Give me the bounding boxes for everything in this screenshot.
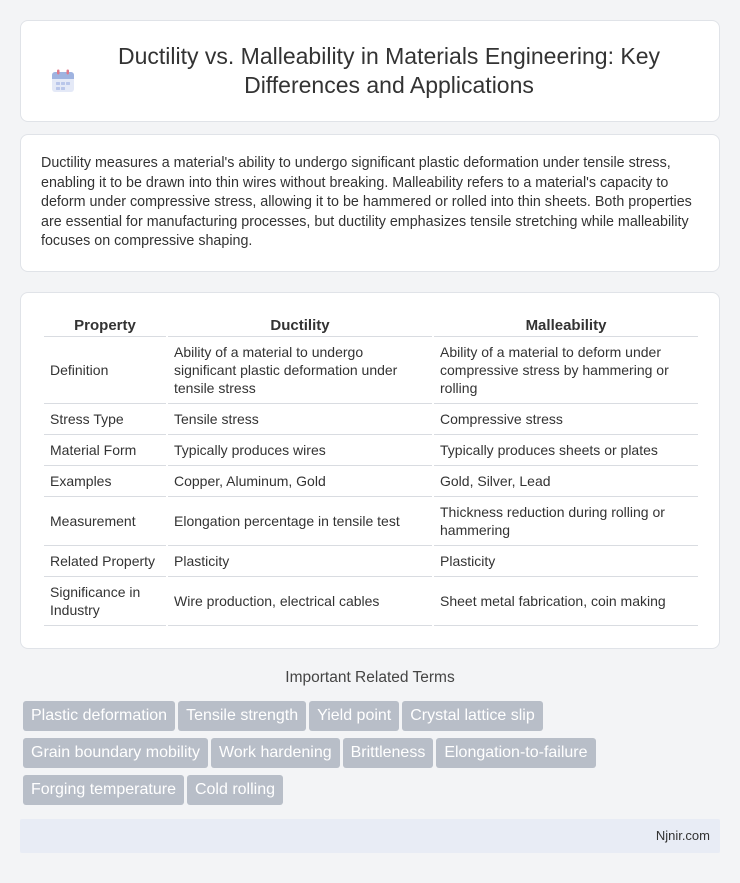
related-terms-title: Important Related Terms — [285, 669, 455, 686]
table-cell: Typically produces wires — [168, 435, 432, 466]
tag-crystal-lattice-slip[interactable]: Crystal lattice slip — [402, 701, 542, 731]
tag-tensile-strength[interactable]: Tensile strength — [178, 701, 306, 731]
footer-site-name[interactable]: Njnir.com — [655, 828, 710, 843]
table-cell: Significance in Industry — [44, 577, 166, 626]
tag-elongation-to-failure[interactable]: Elongation-to-failure — [436, 738, 595, 768]
table-row — [44, 404, 698, 435]
table-row — [44, 466, 698, 497]
table-row — [44, 435, 698, 466]
table-row — [44, 546, 698, 577]
table-cell: Tensile stress — [168, 404, 432, 435]
table-cell: Ability of a material to undergo significant plastic deformation under tensile stress — [168, 337, 432, 404]
header-ductility: Ductility — [168, 313, 432, 337]
table-cell: Definition — [44, 337, 166, 404]
tag-grain-boundary-mobility[interactable]: Grain boundary mobility — [23, 738, 208, 768]
table-cell: Elongation percentage in tensile test — [168, 497, 432, 546]
table-cell: Compressive stress — [434, 404, 698, 435]
comparison-card — [20, 292, 720, 649]
calendar-icon — [50, 68, 76, 94]
tag-brittleness[interactable]: Brittleness — [343, 738, 434, 768]
table-cell: Wire production, electrical cables — [168, 577, 432, 626]
related-terms-list — [23, 701, 723, 812]
intro-paragraph: Ductility measures a material's ability to undergo significant plastic deformation under tensile stress, enabling it to be drawn into thin wires without breaking. Malleability refers to a material's capacity to deform under compressive stress, allowing it to be hammered or rolled into thin sheets. Both properties are essential for manufacturing processes, but ductility emphasizes tensile stretching while malleability focuses on compressive shaping. — [41, 155, 692, 250]
table-cell: Material Form — [44, 435, 166, 466]
table-row — [44, 497, 698, 546]
header-property: Property — [44, 313, 166, 337]
page-title: Ductility vs. Malleability in Materials Engineering: Key Differences and Applications — [118, 43, 660, 98]
tag-forging-temperature[interactable]: Forging temperature — [23, 775, 184, 805]
tag-yield-point[interactable]: Yield point — [309, 701, 399, 731]
table-cell: Examples — [44, 466, 166, 497]
tag-work-hardening[interactable]: Work hardening — [211, 738, 340, 768]
table-cell: Measurement — [44, 497, 166, 546]
table-row — [44, 577, 698, 626]
table-row — [44, 337, 698, 404]
table-cell: Gold, Silver, Lead — [434, 466, 698, 497]
title-card — [20, 20, 720, 122]
table-cell: Stress Type — [44, 404, 166, 435]
table-cell: Typically produces sheets or plates — [434, 435, 698, 466]
table-cell: Ability of a material to deform under compressive stress by hammering or rolling — [434, 337, 698, 404]
footer — [20, 819, 720, 853]
title-wrap — [50, 42, 690, 100]
header-malleability: Malleability — [434, 313, 698, 337]
tag-cold-rolling[interactable]: Cold rolling — [187, 775, 283, 805]
table-cell: Related Property — [44, 546, 166, 577]
table-cell: Plasticity — [168, 546, 432, 577]
tag-plastic-deformation[interactable]: Plastic deformation — [23, 701, 175, 731]
table-header-row — [44, 313, 698, 337]
table-cell: Sheet metal fabrication, coin making — [434, 577, 698, 626]
comparison-table — [42, 313, 700, 626]
table-cell: Thickness reduction during rolling or hammering — [434, 497, 698, 546]
table-cell: Plasticity — [434, 546, 698, 577]
intro-card — [20, 134, 720, 272]
table-cell: Copper, Aluminum, Gold — [168, 466, 432, 497]
